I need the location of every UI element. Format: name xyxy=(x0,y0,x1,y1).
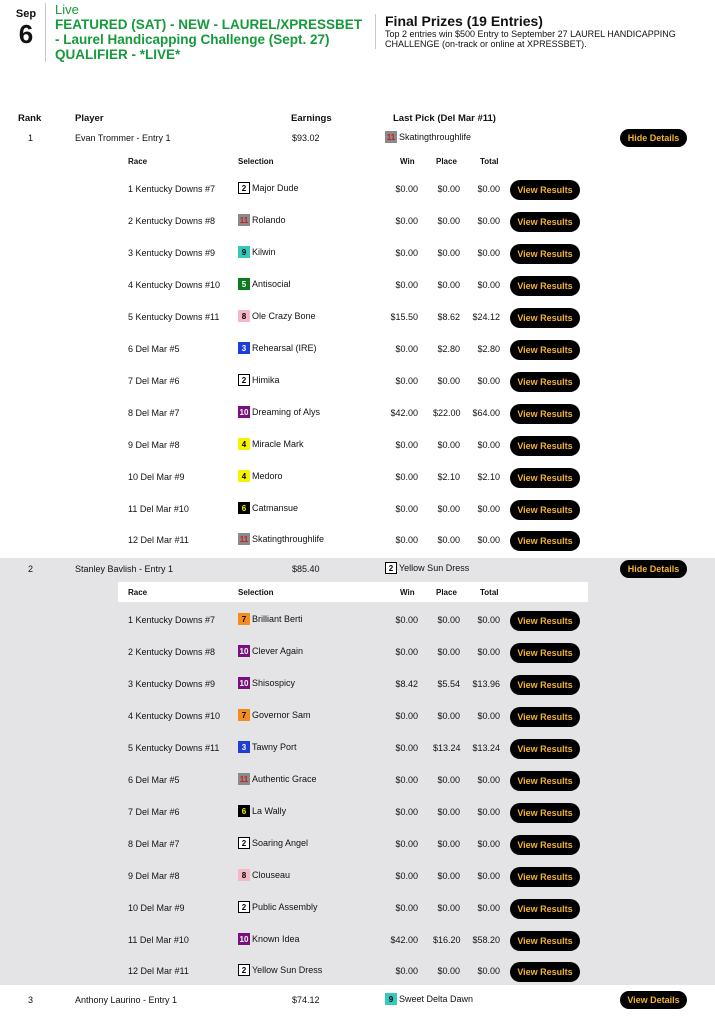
post-position-badge: 6 xyxy=(238,805,250,817)
pick-selection xyxy=(238,310,316,322)
view-results-button[interactable]: View Results xyxy=(510,372,580,392)
pick-win: $0.00 xyxy=(395,615,418,625)
pick-race: 7 Del Mar #6 xyxy=(128,375,180,386)
picks-column-total: Total xyxy=(480,588,499,597)
pick-place: $22.00 xyxy=(433,407,461,418)
pick-selection xyxy=(238,837,308,849)
pick-total: $0.00 xyxy=(477,215,500,226)
pick-horse-name: Brilliant Berti xyxy=(252,614,303,624)
pick-horse-name: Skatingthroughlife xyxy=(252,534,325,545)
post-position-badge: 9 xyxy=(385,993,397,1005)
picks-table-header xyxy=(118,582,588,602)
view-results-button[interactable]: View Results xyxy=(510,500,580,520)
contest-title: FEATURED (SAT) - NEW - LAUREL/XPRESSBET - Laurel Handicapping Challenge (Sept. 27) QUALIFIER - *LIVE* xyxy=(55,17,362,62)
post-position-badge: 3 xyxy=(238,342,250,354)
pick-horse-name: Antisocial xyxy=(252,278,291,289)
pick-selection xyxy=(238,805,286,817)
pick-total: $2.80 xyxy=(477,343,500,354)
pick-win: $0.00 xyxy=(395,838,418,849)
pick-total: $0.00 xyxy=(477,247,500,258)
pick-selection xyxy=(238,533,324,545)
post-position-badge: 6 xyxy=(238,502,250,514)
view-results-button[interactable]: View Results xyxy=(510,899,580,919)
pick-total: $2.10 xyxy=(477,471,500,482)
pick-total: $0.00 xyxy=(477,902,500,913)
pick-race: 11 Del Mar #10 xyxy=(128,934,189,945)
view-results-button[interactable]: View Results xyxy=(510,276,580,296)
pick-row xyxy=(0,469,715,491)
pick-row xyxy=(0,676,715,698)
pick-selection xyxy=(238,182,299,194)
pick-selection xyxy=(238,613,303,625)
view-results-button[interactable]: View Results xyxy=(510,340,580,360)
prizes-description: Top 2 entries win $500 Entry to September 27 LAUREL HANDICAPPING CHALLENGE (on-track or online at XPRESSBET). xyxy=(385,29,676,49)
contest-title-block xyxy=(45,3,370,62)
pick-row xyxy=(0,373,715,395)
post-position-badge: 2 xyxy=(238,837,250,849)
pick-row xyxy=(0,181,715,203)
pick-race: 6 Del Mar #5 xyxy=(128,774,180,785)
pick-total: $58.20 xyxy=(472,934,500,945)
pick-row xyxy=(0,740,715,762)
pick-selection xyxy=(238,438,304,450)
pick-place: $13.24 xyxy=(433,742,461,753)
pick-place: $0.00 xyxy=(437,215,460,226)
pick-selection xyxy=(238,374,280,386)
pick-horse-name: Rehearsal (IRE) xyxy=(252,342,317,353)
pick-place: $0.00 xyxy=(437,710,460,721)
pick-race: 3 Kentucky Downs #9 xyxy=(128,247,216,258)
view-results-button[interactable]: View Results xyxy=(510,739,580,759)
pick-horse-name: Clever Again xyxy=(252,645,304,656)
pick-place: $0.00 xyxy=(437,902,460,913)
pick-total: $0.00 xyxy=(477,774,500,785)
post-position-badge: 7 xyxy=(238,613,250,625)
pick-race: 10 Del Mar #9 xyxy=(128,471,185,482)
pick-horse-name: Tawny Port xyxy=(252,741,297,752)
view-results-button[interactable]: View Results xyxy=(510,611,580,631)
pick-selection xyxy=(238,342,317,354)
pick-total: $64.00 xyxy=(472,407,500,418)
pick-row xyxy=(0,932,715,954)
entry-player-name: Evan Trommer - Entry 1 xyxy=(75,133,171,143)
entry-block xyxy=(0,127,715,554)
pick-place: $8.62 xyxy=(437,311,460,322)
pick-total: $13.96 xyxy=(472,678,500,689)
picks-column-win: Win xyxy=(400,157,415,166)
entry-player-name: Stanley Bavlish - Entry 1 xyxy=(75,564,174,574)
pick-race: 9 Del Mar #8 xyxy=(128,870,180,881)
pick-horse-name: La Wally xyxy=(252,805,287,816)
post-position-badge: 8 xyxy=(238,310,250,322)
pick-place: $5.54 xyxy=(437,678,460,689)
pick-horse-name: Major Dude xyxy=(252,183,299,193)
pick-row xyxy=(0,405,715,427)
pick-race: 1 Kentucky Downs #7 xyxy=(128,615,216,625)
post-position-badge: 11 xyxy=(239,535,249,545)
pick-win: $0.00 xyxy=(395,902,418,913)
pick-win: $0.00 xyxy=(395,535,418,546)
pick-win: $0.00 xyxy=(395,806,418,817)
post-position-badge: 9 xyxy=(238,246,250,258)
entry-rank: 1 xyxy=(28,133,34,143)
post-position-badge: 5 xyxy=(238,278,250,290)
pick-row xyxy=(0,868,715,890)
view-details-button[interactable]: View Details xyxy=(620,991,687,1009)
pick-row xyxy=(0,213,715,235)
picks-column-total: Total xyxy=(480,157,499,166)
pick-race: 1 Kentucky Downs #7 xyxy=(128,184,216,194)
date-day: 6 xyxy=(18,19,34,49)
picks-column-win: Win xyxy=(400,588,415,597)
pick-selection xyxy=(238,677,295,689)
pick-win: $8.42 xyxy=(395,678,418,689)
pick-selection xyxy=(238,741,297,753)
post-position-badge: 2 xyxy=(238,901,250,913)
view-results-button[interactable]: View Results xyxy=(510,771,580,791)
picks-table-header xyxy=(118,151,588,171)
post-position-badge: 10 xyxy=(239,678,249,688)
entry-block xyxy=(0,558,715,985)
view-results-button[interactable]: View Results xyxy=(510,308,580,328)
last-pick-horse: Yellow Sun Dress xyxy=(399,563,470,573)
pick-win: $0.00 xyxy=(395,375,418,386)
entry-earnings: $74.12 xyxy=(292,995,320,1005)
pick-race: 5 Kentucky Downs #11 xyxy=(128,742,220,753)
pick-race: 12 Del Mar #11 xyxy=(128,535,189,546)
column-header-earnings: Earnings xyxy=(291,113,332,124)
view-results-button[interactable]: View Results xyxy=(510,212,580,232)
pick-total: $0.00 xyxy=(477,503,500,514)
entry-earnings: $93.02 xyxy=(292,133,320,143)
pick-selection xyxy=(238,470,283,482)
pick-total: $0.00 xyxy=(477,375,500,386)
pick-race: 5 Kentucky Downs #11 xyxy=(128,311,220,322)
contest-header xyxy=(0,0,715,90)
post-position-badge: 7 xyxy=(238,709,250,721)
pick-horse-name: Authentic Grace xyxy=(252,773,317,784)
pick-race: 3 Kentucky Downs #9 xyxy=(128,678,216,689)
pick-race: 8 Del Mar #7 xyxy=(128,838,180,849)
pick-win: $0.00 xyxy=(395,184,418,194)
pick-row xyxy=(0,309,715,331)
pick-place: $0.00 xyxy=(437,279,460,290)
pick-selection xyxy=(238,502,298,514)
pick-selection xyxy=(238,645,303,657)
view-results-button[interactable]: View Results xyxy=(510,643,580,663)
pick-total: $0.00 xyxy=(477,535,500,546)
pick-selection xyxy=(238,773,317,785)
post-position-badge: 10 xyxy=(239,646,249,656)
pick-total: $0.00 xyxy=(477,806,500,817)
pick-horse-name: Miracle Mark xyxy=(252,438,304,449)
entry-player-name: Anthony Laurino - Entry 1 xyxy=(75,995,178,1005)
pick-place: $0.00 xyxy=(437,375,460,386)
pick-horse-name: Kilwin xyxy=(252,246,276,257)
pick-race: 6 Del Mar #5 xyxy=(128,343,180,354)
pick-row xyxy=(0,341,715,363)
pick-horse-name: Yellow Sun Dress xyxy=(252,965,323,976)
hide-details-button[interactable]: Hide Details xyxy=(620,129,687,147)
pick-win: $42.00 xyxy=(390,934,418,945)
post-position-badge: 2 xyxy=(238,964,250,976)
pick-total: $0.00 xyxy=(477,615,500,625)
view-results-button[interactable]: View Results xyxy=(510,404,580,424)
entry-last-pick xyxy=(385,993,473,1005)
pick-selection xyxy=(238,214,286,226)
pick-win: $42.00 xyxy=(390,407,418,418)
pick-place: $0.00 xyxy=(437,966,460,977)
pick-row xyxy=(0,245,715,267)
pick-race: 2 Kentucky Downs #8 xyxy=(128,646,216,657)
pick-place: $0.00 xyxy=(437,806,460,817)
pick-row xyxy=(0,501,715,523)
pick-horse-name: Clouseau xyxy=(252,869,291,880)
pick-total: $0.00 xyxy=(477,966,500,977)
pick-race: 9 Del Mar #8 xyxy=(128,439,180,450)
view-results-button[interactable]: View Results xyxy=(510,835,580,855)
picks-column-race: Race xyxy=(128,588,148,597)
pick-row xyxy=(0,612,715,634)
pick-place: $0.00 xyxy=(437,838,460,849)
view-results-button[interactable]: View Results xyxy=(510,531,580,551)
pick-place: $0.00 xyxy=(437,247,460,258)
pick-race: 2 Kentucky Downs #8 xyxy=(128,215,216,226)
view-results-button[interactable]: View Results xyxy=(510,436,580,456)
pick-horse-name: Dreaming of Alys xyxy=(252,406,321,417)
pick-row xyxy=(0,772,715,794)
pick-row xyxy=(0,437,715,459)
view-results-button[interactable]: View Results xyxy=(510,867,580,887)
pick-race: 4 Kentucky Downs #10 xyxy=(128,279,221,290)
pick-total: $0.00 xyxy=(477,279,500,290)
prizes-title: Final Prizes (19 Entries) xyxy=(385,13,543,29)
pick-race: 8 Del Mar #7 xyxy=(128,407,180,418)
pick-win: $0.00 xyxy=(395,279,418,290)
post-position-badge: 4 xyxy=(238,438,250,450)
pick-horse-name: Ole Crazy Bone xyxy=(252,310,316,321)
pick-selection xyxy=(238,278,291,290)
pick-selection xyxy=(238,901,318,913)
view-results-button[interactable]: View Results xyxy=(510,244,580,264)
pick-selection xyxy=(238,246,276,258)
post-position-badge: 10 xyxy=(239,407,249,417)
view-results-button[interactable]: View Results xyxy=(510,707,580,727)
view-results-button[interactable]: View Results xyxy=(510,468,580,488)
pick-win: $0.00 xyxy=(395,870,418,881)
pick-place: $16.20 xyxy=(433,934,461,945)
view-results-button[interactable]: View Results xyxy=(510,931,580,951)
column-header-rank: Rank xyxy=(18,113,42,124)
pick-horse-name: Medoro xyxy=(252,470,283,481)
picks-column-place: Place xyxy=(436,588,457,597)
pick-place: $0.00 xyxy=(437,184,460,194)
pick-horse-name: Soaring Angel xyxy=(252,837,309,848)
pick-place: $0.00 xyxy=(437,535,460,546)
pick-total: $0.00 xyxy=(477,646,500,657)
pick-total: $0.00 xyxy=(477,870,500,881)
pick-row xyxy=(0,963,715,985)
pick-total: $24.12 xyxy=(472,311,500,322)
pick-horse-name: Catmansue xyxy=(252,502,299,513)
pick-total: $0.00 xyxy=(477,184,500,194)
pick-place: $0.00 xyxy=(437,439,460,450)
picks-column-selection: Selection xyxy=(238,588,274,597)
pick-race: 7 Del Mar #6 xyxy=(128,806,180,817)
prizes-block xyxy=(375,14,705,49)
contest-status: Live xyxy=(55,2,79,17)
entry-last-pick xyxy=(385,562,469,574)
pick-race: 12 Del Mar #11 xyxy=(128,966,189,977)
pick-horse-name: Himika xyxy=(252,374,280,385)
post-position-badge: 11 xyxy=(239,774,249,784)
pick-row xyxy=(0,277,715,299)
pick-selection xyxy=(238,933,300,945)
contest-date xyxy=(12,8,40,47)
post-position-badge: 2 xyxy=(238,182,250,194)
last-pick-horse: Sweet Delta Dawn xyxy=(399,994,474,1004)
picks-column-selection: Selection xyxy=(238,157,274,166)
post-position-badge: 2 xyxy=(385,562,397,574)
pick-win: $0.00 xyxy=(395,247,418,258)
pick-row xyxy=(0,532,715,554)
column-header-player: Player xyxy=(75,113,104,124)
pick-win: $0.00 xyxy=(395,742,418,753)
picks-column-race: Race xyxy=(128,157,148,166)
post-position-badge: 8 xyxy=(238,869,250,881)
post-position-badge: 4 xyxy=(238,470,250,482)
pick-win: $0.00 xyxy=(395,646,418,657)
picks-column-place: Place xyxy=(436,157,457,166)
view-results-button[interactable]: View Results xyxy=(510,803,580,823)
pick-horse-name: Governor Sam xyxy=(252,709,311,720)
pick-selection xyxy=(238,869,290,881)
pick-total: $13.24 xyxy=(472,742,500,753)
pick-total: $0.00 xyxy=(477,838,500,849)
pick-horse-name: Public Assembly xyxy=(252,901,318,912)
pick-place: $2.10 xyxy=(437,471,460,482)
entry-block xyxy=(0,989,715,1018)
view-results-button[interactable]: View Results xyxy=(510,180,580,200)
column-header-last-pick: Last Pick (Del Mar #11) xyxy=(393,113,496,124)
pick-total: $0.00 xyxy=(477,710,500,721)
pick-place: $0.00 xyxy=(437,503,460,514)
last-pick-horse: Skatingthroughlife xyxy=(399,132,472,142)
pick-selection xyxy=(238,406,320,418)
entry-rank: 3 xyxy=(28,995,34,1005)
pick-horse-name: Known Idea xyxy=(252,933,300,944)
post-position-badge: 10 xyxy=(239,934,249,944)
hide-details-button[interactable]: Hide Details xyxy=(620,560,687,578)
pick-win: $0.00 xyxy=(395,471,418,482)
pick-place: $0.00 xyxy=(437,774,460,785)
post-position-badge: 11 xyxy=(386,133,396,142)
pick-row xyxy=(0,644,715,666)
pick-place: $0.00 xyxy=(437,646,460,657)
post-position-badge: 11 xyxy=(239,215,249,225)
entry-last-pick xyxy=(385,131,471,143)
pick-race: 4 Kentucky Downs #10 xyxy=(128,710,221,721)
pick-place: $0.00 xyxy=(437,615,460,625)
entry-earnings: $85.40 xyxy=(292,564,320,574)
pick-place: $0.00 xyxy=(437,870,460,881)
date-month: Sep xyxy=(15,8,37,20)
pick-win: $0.00 xyxy=(395,710,418,721)
pick-win: $0.00 xyxy=(395,439,418,450)
pick-selection xyxy=(238,709,311,721)
pick-selection xyxy=(238,964,322,976)
view-results-button[interactable]: View Results xyxy=(510,675,580,695)
pick-row xyxy=(0,836,715,858)
post-position-badge: 3 xyxy=(238,741,250,753)
pick-total: $0.00 xyxy=(477,439,500,450)
pick-row xyxy=(0,804,715,826)
entry-rank: 2 xyxy=(28,564,34,574)
pick-horse-name: Shisospicy xyxy=(252,677,296,688)
pick-win: $0.00 xyxy=(395,774,418,785)
pick-win: $0.00 xyxy=(395,966,418,977)
pick-place: $2.80 xyxy=(437,343,460,354)
pick-win: $0.00 xyxy=(395,343,418,354)
pick-race: 11 Del Mar #10 xyxy=(128,503,189,514)
pick-win: $0.00 xyxy=(395,215,418,226)
view-results-button[interactable]: View Results xyxy=(510,962,580,982)
pick-win: $15.50 xyxy=(390,311,418,322)
post-position-badge: 2 xyxy=(238,374,250,386)
pick-horse-name: Rolando xyxy=(252,214,286,225)
pick-race: 10 Del Mar #9 xyxy=(128,902,185,913)
pick-win: $0.00 xyxy=(395,503,418,514)
pick-row xyxy=(0,708,715,730)
pick-row xyxy=(0,900,715,922)
